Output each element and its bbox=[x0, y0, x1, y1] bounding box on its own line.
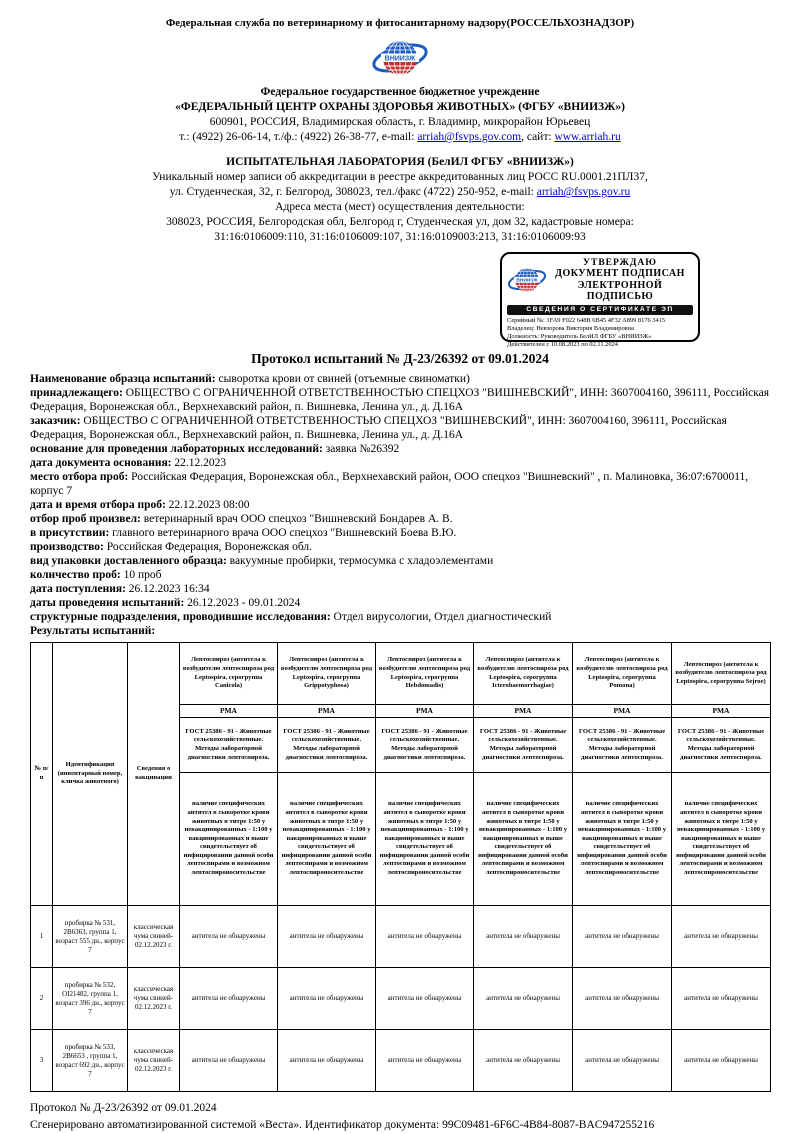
field-label: вид упаковки доставленного образца: bbox=[30, 555, 227, 567]
test-standard: ГОСТ 25386 - 91 - Животные сельскохозяйственные. Методы лабораторной диагностики лептоспироза. bbox=[376, 718, 474, 773]
org-type: Федеральное государственное бюджетное учреждение bbox=[260, 86, 540, 98]
field-value: 26.12.2023 16:34 bbox=[128, 583, 210, 595]
activity-label: Адреса места (мест) осуществления деятельности: bbox=[275, 201, 525, 213]
field-label: основание для проведения лабораторных исследований: bbox=[30, 443, 323, 455]
contacts-prefix: т.: (4922) 26-06-14, т./ф.: (4922) 26-38-77, e-mail: bbox=[179, 131, 415, 143]
field-value: сыворотка крови от свиней (отъемные свиноматки) bbox=[218, 373, 470, 385]
result-cell: антитела не обнаружены bbox=[672, 1030, 771, 1092]
field-label: принадлежащего: bbox=[30, 387, 123, 399]
field-label: дата и время отбора проб: bbox=[30, 499, 166, 511]
vaccination-info: классическая чума свиней- 02.12.2023 г. bbox=[128, 1030, 180, 1092]
result-cell: антитела не обнаружены bbox=[376, 968, 474, 1030]
lab-accreditation: Уникальный номер записи об аккредитации в реестре аккредитованных лиц РОСС RU.0001.21ПЛ37, bbox=[152, 171, 648, 183]
stamp-certificate-bar: СВЕДЕНИЯ О СЕРТИФИКАТЕ ЭП bbox=[507, 305, 693, 315]
field-value: 26.12.2023 - 09.01.2024 bbox=[187, 597, 301, 609]
sample-id: пробирка № 533, 2В6653 , группа 1, возраст 692 дн., корпус 7 bbox=[53, 1030, 128, 1092]
test-column-title: Лептоспироз (антитела к возбудителю лептоспироза род Leptospira, серогруппа Icterohaemorrhagiae) bbox=[474, 643, 573, 705]
footer-protocol-number: Протокол № Д-23/26392 от 09.01.2024 bbox=[30, 1102, 217, 1114]
result-cell: антитела не обнаружены bbox=[278, 906, 376, 968]
field-label: дата поступления: bbox=[30, 583, 126, 595]
test-criterion: наличие специфических антител в сыворотке крови животных в титре 1:50 у невакцинированных - 1:100 у вакцинированных и выше свидетельствует об инфицировании данной особи лептоспирами и возможном лептоспироносительстве bbox=[474, 773, 573, 906]
field-label: дата документа основания: bbox=[30, 457, 172, 469]
field-row bbox=[30, 372, 770, 386]
field-row bbox=[30, 526, 770, 540]
stamp-validity: Действителен с 10.08.2023 по 02.11.2024 bbox=[507, 340, 618, 348]
test-method: РМА bbox=[474, 705, 573, 718]
result-cell: антитела не обнаружены bbox=[180, 906, 278, 968]
test-column-title: Лептоспироз (антитела к возбудителю лептоспироза род Leptospira, серогруппа Pomona) bbox=[573, 643, 672, 705]
field-row bbox=[30, 386, 770, 414]
stamp-owner: Владелец: Невзорова Виктория Владимировна bbox=[507, 324, 634, 332]
stamp-logo-icon bbox=[507, 262, 547, 298]
cadastral-numbers: 31:16:0106009:110, 31:16:0106009:107, 31:16:0109003:213, 31:16:0106009:93 bbox=[214, 231, 586, 243]
org-address: 600901, РОССИЯ, Владимирская область, г. Владимир, микрорайон Юрьевец bbox=[209, 116, 591, 128]
field-row bbox=[30, 596, 770, 610]
stamp-approve-label: УТВЕРЖДАЮ bbox=[583, 258, 657, 268]
field-value: Российская Федерация, Воронежская обл., Верхнехавский район, ООО спецхоз "Вишневский" , п. Малиновка, 36:07:6700011, корпус 7 bbox=[30, 471, 749, 497]
field-value: ОБЩЕСТВО С ОГРАНИЧЕННОЙ ОТВЕТСТВЕННОСТЬЮ СПЕЦХОЗ "ВИШНЕВСКИЙ", ИНН: 3607004160, 396111, Российская Федерация, Воронежская обл., Верхнехавский район, п. Вишневка, Ленина ул., д. Д.16А bbox=[30, 387, 770, 413]
field-value: вакуумные пробирки, термосумка с хладоэлементами bbox=[229, 555, 494, 567]
result-cell: антитела не обнаружены bbox=[573, 968, 672, 1030]
stamp-position: Должность: Руководитель БелИЛ ФГБУ «ВНИИЗЖ» bbox=[507, 332, 652, 340]
test-standard: ГОСТ 25386 - 91 - Животные сельскохозяйственные. Методы лабораторной диагностики лептоспироза. bbox=[180, 718, 278, 773]
vaccination-info: классическая чума свиней- 02.12.2023 г. bbox=[128, 906, 180, 968]
test-criterion: наличие специфических антител в сыворотке крови животных в титре 1:50 у невакцинированных - 1:100 у вакцинированных и выше свидетельствует об инфицировании данной особи лептоспирами и возможном лептоспироносительстве bbox=[573, 773, 672, 906]
test-standard: ГОСТ 25386 - 91 - Животные сельскохозяйственные. Методы лабораторной диагностики лептоспироза. bbox=[573, 718, 672, 773]
result-cell: антитела не обнаружены bbox=[474, 906, 573, 968]
result-cell: антитела не обнаружены bbox=[474, 1030, 573, 1092]
field-value: 22.12.2023 08:00 bbox=[168, 499, 250, 511]
vaccination-info: классическая чума свиней- 02.12.2023 г. bbox=[128, 968, 180, 1030]
email-link-arriah-com[interactable]: arriah@fsvps.gov.com bbox=[417, 131, 522, 143]
test-method: РМА bbox=[376, 705, 474, 718]
field-value: Российская Федерация, Воронежская обл. bbox=[106, 541, 313, 553]
contacts-mid: , сайт: bbox=[521, 131, 552, 143]
result-cell: антитела не обнаружены bbox=[474, 968, 573, 1030]
field-row bbox=[30, 414, 770, 442]
field-row bbox=[30, 554, 770, 568]
result-cell: антитела не обнаружены bbox=[180, 968, 278, 1030]
field-row bbox=[30, 582, 770, 596]
field-value: 10 проб bbox=[123, 569, 162, 581]
field-row bbox=[30, 610, 770, 624]
field-label: производство: bbox=[30, 541, 104, 553]
e-signature-stamp bbox=[500, 252, 700, 348]
stamp-signed-line2: ЭЛЕКТРОННОЙ ПОДПИСЬЮ bbox=[577, 279, 663, 302]
test-criterion: наличие специфических антител в сыворотке крови животных в титре 1:50 у невакцинированных - 1:100 у вакцинированных и выше свидетельствует об инфицировании данной особи лептоспирами и возможном лептоспироносительстве bbox=[376, 773, 474, 906]
field-value: ветеринарный врач ООО спецхоз "Вишневский Бондарев А. В. bbox=[143, 513, 453, 525]
test-criterion: наличие специфических антител в сыворотке крови животных в титре 1:50 у невакцинированных - 1:100 у вакцинированных и выше свидетельствует об инфицировании данной особи лептоспирами и возможном лептоспироносительстве bbox=[672, 773, 771, 906]
page-title: Протокол испытаний № Д-23/26392 от 09.01.2024 bbox=[251, 351, 549, 366]
field-row bbox=[30, 568, 770, 582]
footer-generated-by: Сгенерировано автоматизированной системой «Веста». Идентификатор документа: 99C09481-6F6C-4B84-8087-BAC947255216 bbox=[30, 1119, 655, 1131]
lab-address-prefix: ул. Студенческая, 32, г. Белгород, 308023, тел./факс (4722) 250-952, e-mail: bbox=[169, 186, 534, 198]
lab-title: ИСПЫТАТЕЛЬНАЯ ЛАБОРАТОРИЯ (БелИЛ ФГБУ «ВНИИЗЖ») bbox=[226, 156, 574, 168]
test-method: РМА bbox=[180, 705, 278, 718]
result-cell: антитела не обнаружены bbox=[376, 906, 474, 968]
test-method: РМА bbox=[278, 705, 376, 718]
field-label: даты проведения испытаний: bbox=[30, 597, 185, 609]
result-cell: антитела не обнаружены bbox=[672, 968, 771, 1030]
email-link-arriah-ru[interactable]: arriah@fsvps.gov.ru bbox=[536, 186, 631, 198]
field-value: главного ветеринарного врача ООО спецхоз "Вишневский Боева В.Ю. bbox=[112, 527, 457, 539]
stamp-serial: Серийный №: 1FA9 F022 648B 6B45 4F32 A899 8176 3415 bbox=[507, 316, 666, 324]
site-link-arriah[interactable]: www.arriah.ru bbox=[554, 131, 621, 143]
field-label: количество проб: bbox=[30, 569, 121, 581]
field-label: заказчик: bbox=[30, 415, 81, 427]
field-label: место отбора проб: bbox=[30, 471, 129, 483]
org-name: «ФЕДЕРАЛЬНЫЙ ЦЕНТР ОХРАНЫ ЗДОРОВЬЯ ЖИВОТНЫХ» (ФГБУ «ВНИИЗЖ») bbox=[175, 101, 625, 113]
test-column-title: Лептоспироз (антитела к возбудителю лептоспироза род Leptospira, серогруппа Hebdomadis) bbox=[376, 643, 474, 705]
row-num: 3 bbox=[31, 1030, 53, 1092]
stamp-signed-line1: ДОКУМЕНТ ПОДПИСАН bbox=[555, 268, 685, 279]
field-label: в присутствии: bbox=[30, 527, 110, 539]
test-criterion: наличие специфических антител в сыворотке крови животных в титре 1:50 у невакцинированных - 1:100 у вакцинированных и выше свидетельствует об инфицировании данной особи лептоспирами и возможном лептоспироносительстве bbox=[180, 773, 278, 906]
results-table bbox=[30, 642, 771, 1092]
test-criterion: наличие специфических антител в сыворотке крови животных в титре 1:50 у невакцинированных - 1:100 у вакцинированных и выше свидетельствует об инфицировании данной особи лептоспирами и возможном лептоспироносительстве bbox=[278, 773, 376, 906]
test-standard: ГОСТ 25386 - 91 - Животные сельскохозяйственные. Методы лабораторной диагностики лептоспироза. bbox=[278, 718, 376, 773]
test-method: РМА bbox=[573, 705, 672, 718]
sample-id: пробирка № 532, ОI21482, группа 1, возраст 396 дн., корпус 7 bbox=[53, 968, 128, 1030]
table-row bbox=[31, 1030, 771, 1092]
row-num: 1 bbox=[31, 906, 53, 968]
test-column-title: Лептоспироз (антитела к возбудителю лептоспироза род Leptospira, серогруппа Canicola) bbox=[180, 643, 278, 705]
field-row bbox=[30, 498, 770, 512]
vniizh-logo-icon bbox=[371, 33, 429, 83]
test-column-title: Лептоспироз (антитела к возбудителю лептоспироза род Leptospira, серогруппа Grippotyphosa) bbox=[278, 643, 376, 705]
test-standard: ГОСТ 25386 - 91 - Животные сельскохозяйственные. Методы лабораторной диагностики лептоспироза. bbox=[474, 718, 573, 773]
result-cell: антитела не обнаружены bbox=[278, 968, 376, 1030]
field-row bbox=[30, 456, 770, 470]
field-value: 22.12.2023 bbox=[174, 457, 227, 469]
protocol-fields bbox=[30, 372, 770, 624]
test-standard: ГОСТ 25386 - 91 - Животные сельскохозяйственные. Методы лабораторной диагностики лептоспироза. bbox=[672, 718, 771, 773]
test-method: РМА bbox=[672, 705, 771, 718]
result-cell: антитела не обнаружены bbox=[376, 1030, 474, 1092]
field-label: Наименование образца испытаний: bbox=[30, 373, 216, 385]
field-value: ОБЩЕСТВО С ОГРАНИЧЕННОЙ ОТВЕТСТВЕННОСТЬЮ СПЕЦХОЗ "ВИШНЕВСКИЙ", ИНН: 3607004160, 396111, Российская Федерация, Воронежская обл., Верхнехавский район, п. Вишневка, Ленина ул., д. Д.16А bbox=[30, 415, 727, 441]
table-row bbox=[31, 906, 771, 968]
field-row bbox=[30, 540, 770, 554]
col-header-num: № п/п bbox=[31, 643, 53, 906]
field-label: отбор проб произвел: bbox=[30, 513, 141, 525]
result-cell: антитела не обнаружены bbox=[180, 1030, 278, 1092]
table-row bbox=[31, 968, 771, 1030]
col-header-id: Идентификация (инвентарный номер, кличка животного) bbox=[53, 643, 128, 906]
result-cell: антитела не обнаружены bbox=[573, 906, 672, 968]
footer bbox=[30, 1100, 770, 1134]
col-header-vaccination: Сведения о вакцинации bbox=[128, 643, 180, 906]
activity-address: 308023, РОССИЯ, Белгородская обл, Белгород г, Студенческая ул, дом 32, кадастровые номера: bbox=[166, 216, 634, 228]
test-column-title: Лептоспироз (антитела к возбудителю лептоспироза род Leptospira, серогруппа Sejroe) bbox=[672, 643, 771, 705]
field-label: структурные подразделения, проводившие исследования: bbox=[30, 611, 331, 623]
result-cell: антитела не обнаружены bbox=[278, 1030, 376, 1092]
field-value: заявка №26392 bbox=[325, 443, 400, 455]
field-value: Отдел вирусологии, Отдел диагностический bbox=[333, 611, 552, 623]
field-row bbox=[30, 512, 770, 526]
org-contacts bbox=[30, 130, 770, 145]
result-cell: антитела не обнаружены bbox=[573, 1030, 672, 1092]
result-cell: антитела не обнаружены bbox=[672, 906, 771, 968]
field-row bbox=[30, 442, 770, 456]
field-row bbox=[30, 470, 770, 498]
sample-id: пробирка № 531, 2В6363, группа 1, возраст 555 дн., корпус 7 bbox=[53, 906, 128, 968]
row-num: 2 bbox=[31, 968, 53, 1030]
results-section-label: Результаты испытаний: bbox=[30, 625, 156, 637]
lab-address bbox=[30, 185, 770, 200]
agency-name: Федеральная служба по ветеринарному и фитосанитарному надзору(РОССЕЛЬХОЗНАДЗОР) bbox=[165, 17, 635, 29]
